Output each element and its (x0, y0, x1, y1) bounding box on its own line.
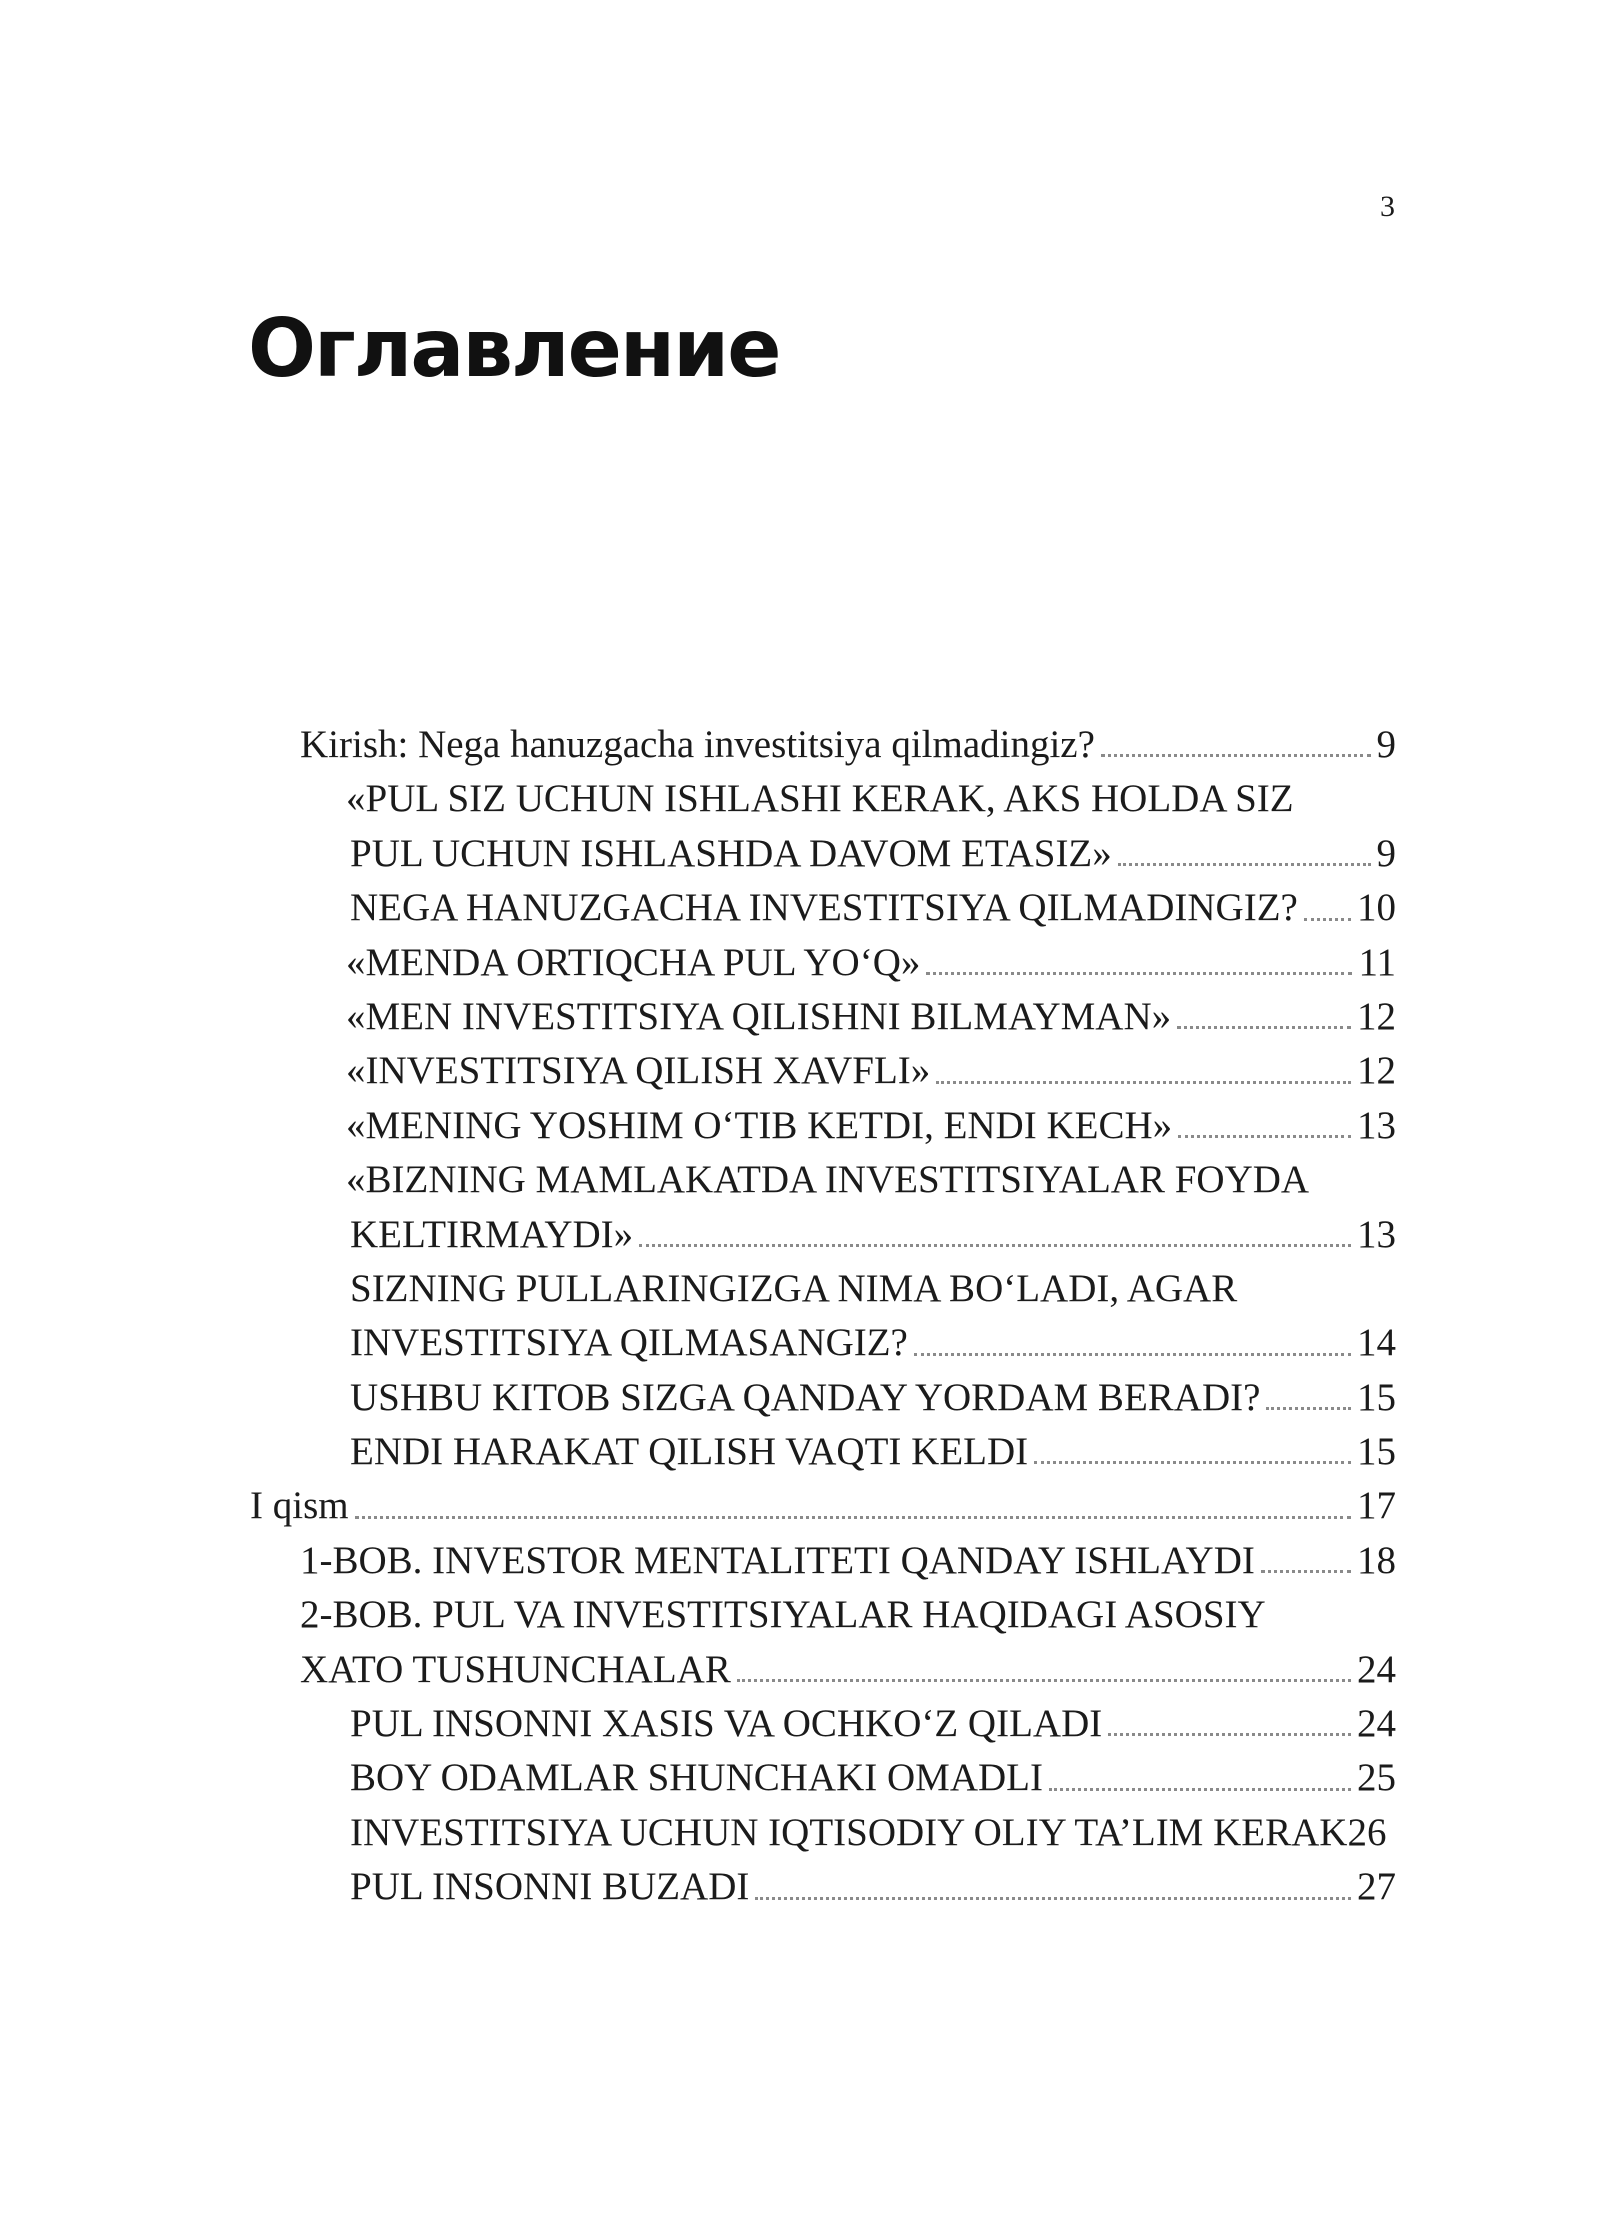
dot-leader (1118, 863, 1371, 866)
toc-entry-title: BOY ODAMLAR SHUNCHAKI OMADLI (350, 1756, 1043, 1800)
toc-entry (0, 1371, 1600, 1425)
toc-entry (0, 1262, 1600, 1316)
table-of-contents (0, 718, 1600, 1915)
dot-leader (639, 1244, 1351, 1247)
toc-entry-line (350, 1208, 1396, 1262)
toc-entry (0, 1860, 1600, 1914)
toc-entry-page: 26 (1347, 1810, 1387, 1854)
toc-entry (0, 1425, 1600, 1479)
page-title: Оглавление (248, 302, 780, 395)
dot-leader (755, 1897, 1351, 1900)
toc-entry-line (300, 1588, 1266, 1642)
toc-entry-page: 9 (1376, 723, 1396, 766)
toc-entry (0, 1751, 1600, 1805)
toc-entry-line (350, 1751, 1396, 1805)
toc-entry-title: «INVESTITSIYA QILISH XAVFLI» (346, 1049, 931, 1093)
toc-entry-title: PUL INSONNI BUZADI (350, 1865, 750, 1909)
toc-entry-line (350, 1697, 1396, 1751)
toc-entry-line (350, 1806, 1396, 1860)
toc-entry-title: USHBU KITOB SIZGA QANDAY YORDAM BERADI? (350, 1375, 1261, 1419)
toc-entry-title: I qism (250, 1484, 349, 1528)
toc-entry (0, 1099, 1600, 1153)
toc-entry (0, 936, 1600, 990)
toc-entry-page: 11 (1358, 940, 1396, 984)
toc-entry-page: 24 (1357, 1647, 1396, 1691)
toc-entry-page: 14 (1357, 1321, 1396, 1365)
toc-entry-title: «PUL SIZ UCHUN ISHLASHI KERAK, AKS HOLDA SIZ (346, 777, 1294, 821)
toc-entry (0, 1534, 1600, 1588)
toc-entry-line (350, 827, 1396, 881)
toc-entry-page: 13 (1357, 1212, 1396, 1256)
toc-entry-page: 15 (1357, 1430, 1396, 1474)
toc-entry-title: KELTIRMAYDI» (350, 1212, 634, 1256)
toc-entry-line (350, 1262, 1237, 1316)
toc-entry-title: 2-BOB. PUL VA INVESTITSIYALAR HAQIDAGI ASOSIY (300, 1593, 1266, 1637)
dot-leader (936, 1081, 1351, 1084)
dot-leader (355, 1516, 1351, 1519)
dot-leader (1261, 1570, 1351, 1573)
toc-entry-title: «MENDA ORTIQCHA PUL YO‘Q» (346, 940, 921, 984)
dot-leader (1034, 1461, 1351, 1464)
toc-entry (0, 1479, 1600, 1533)
toc-entry-line (346, 936, 1396, 990)
toc-entry-line (346, 990, 1396, 1044)
toc-entry-title: 1-BOB. INVESTOR MENTALITETI QANDAY ISHLAYDI (300, 1538, 1255, 1582)
toc-entry-page: 18 (1357, 1538, 1396, 1582)
dot-leader (1108, 1733, 1351, 1736)
toc-entry-line (300, 718, 1396, 772)
toc-entry-title: «BIZNING MAMLAKATDA INVESTITSIYALAR FOYDA (346, 1158, 1310, 1202)
toc-entry-title: ENDI HARAKAT QILISH VAQTI KELDI (350, 1430, 1029, 1474)
page-number: 3 (1380, 190, 1396, 223)
dot-leader (1304, 918, 1351, 921)
toc-entry-line (300, 1643, 1396, 1697)
toc-entry-line (350, 1425, 1396, 1479)
toc-entry-page: 27 (1357, 1865, 1396, 1909)
toc-entry (0, 990, 1600, 1044)
dot-leader (1178, 1135, 1351, 1138)
toc-entry (0, 1588, 1600, 1642)
toc-entry (0, 718, 1600, 772)
toc-entry (0, 1044, 1600, 1098)
toc-entry (0, 1643, 1600, 1697)
toc-entry-line (346, 1153, 1309, 1207)
toc-entry (0, 1153, 1600, 1207)
toc-entry-page: 17 (1357, 1484, 1396, 1528)
toc-entry-title: PUL INSONNI XASIS VA OCHKO‘Z QILADI (350, 1702, 1103, 1746)
toc-entry-title: NEGA HANUZGACHA INVESTITSIYA QILMADINGIZ? (350, 886, 1298, 930)
toc-entry-line (346, 772, 1294, 826)
toc-entry-page: 13 (1357, 1103, 1396, 1147)
toc-entry-title: XATO TUSHUNCHALAR (300, 1647, 731, 1691)
toc-entry-title: «MEN INVESTITSIYA QILISHNI BILMAYMAN» (346, 994, 1172, 1038)
toc-entry-line (250, 1479, 1396, 1533)
toc-entry-title: INVESTITSIYA QILMASANGIZ? (350, 1321, 908, 1365)
toc-entry-title: INVESTITSIYA UCHUN IQTISODIY OLIY TA’LIM KERAK (350, 1810, 1348, 1854)
toc-entry-title: Kirish: Nega hanuzgacha investitsiya qilmadingiz? (300, 723, 1095, 766)
toc-entry-title: «MENING YOSHIM O‘TIB KETDI, ENDI KECH» (346, 1103, 1173, 1147)
toc-entry-line (346, 1044, 1396, 1098)
toc-entry-page: 15 (1357, 1375, 1396, 1419)
dot-leader (1049, 1788, 1351, 1791)
dot-leader (1177, 1026, 1351, 1029)
toc-entry-line (350, 1860, 1396, 1914)
toc-entry-line (300, 1534, 1396, 1588)
toc-entry (0, 772, 1600, 826)
toc-entry-page: 12 (1357, 994, 1396, 1038)
dot-leader (1266, 1407, 1351, 1410)
toc-entry-line (350, 1371, 1396, 1425)
toc-entry-line (350, 1316, 1396, 1370)
dot-leader (737, 1679, 1351, 1682)
toc-entry-page: 9 (1376, 831, 1396, 875)
toc-entry (0, 1806, 1600, 1860)
toc-entry (0, 881, 1600, 935)
toc-entry-line (350, 881, 1396, 935)
toc-entry-line (346, 1099, 1396, 1153)
toc-entry (0, 1697, 1600, 1751)
toc-entry (0, 1316, 1600, 1370)
toc-entry (0, 827, 1600, 881)
toc-entry-page: 12 (1357, 1049, 1396, 1093)
toc-entry-title: SIZNING PULLARINGIZGA NIMA BO‘LADI, AGAR (350, 1266, 1238, 1310)
toc-entry (0, 1208, 1600, 1262)
toc-entry-page: 25 (1357, 1756, 1396, 1800)
toc-entry-page: 10 (1357, 886, 1396, 930)
toc-entry-page: 24 (1357, 1702, 1396, 1746)
dot-leader (914, 1353, 1351, 1356)
dot-leader (926, 972, 1352, 975)
toc-entry-title: PUL UCHUN ISHLASHDA DAVOM ETASIZ» (350, 831, 1112, 875)
dot-leader (1101, 754, 1371, 757)
